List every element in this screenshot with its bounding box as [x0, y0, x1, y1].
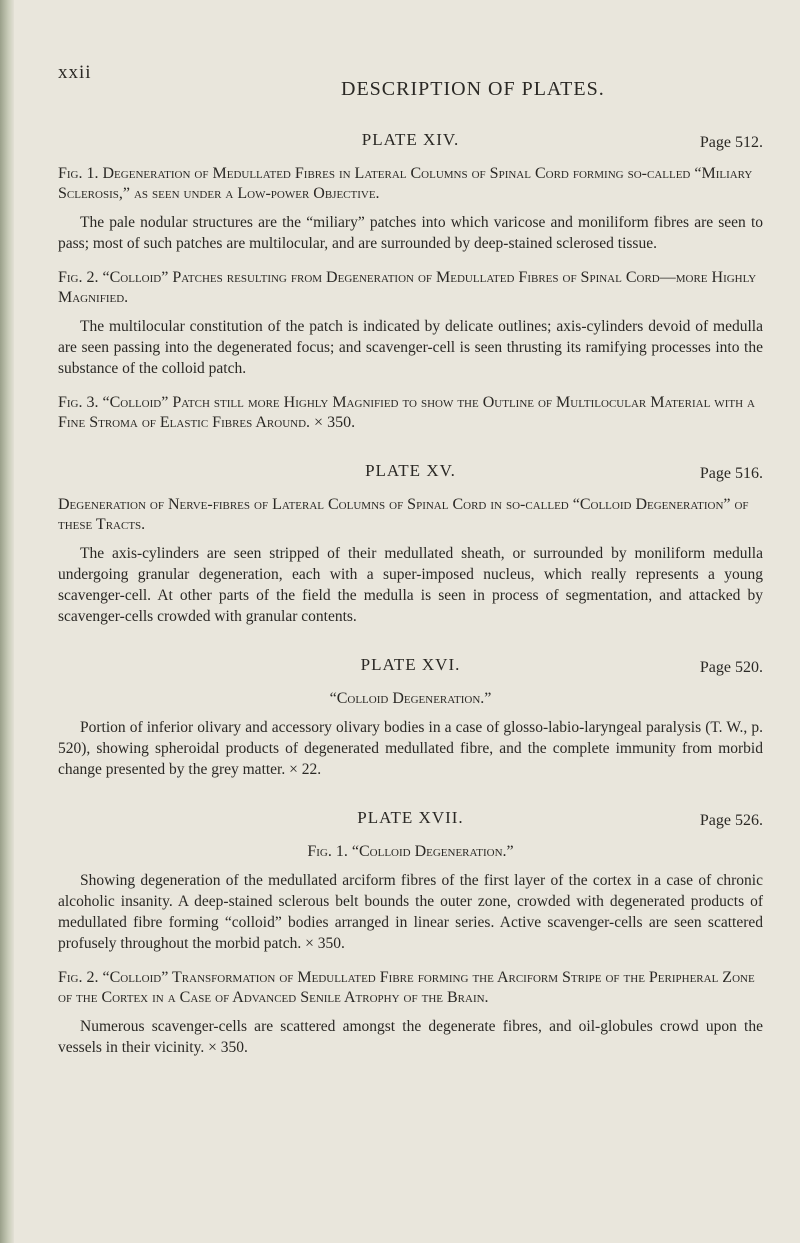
figure-description: The axis-cylinders are seen stripped of their medullated sheath, or surrounded by moniliform medulla undergoing granular degeneration, each with a super-imposed nucleus, which really represents a young scavenger-cell. At other parts of the field the medulla is seen in process of segmentation, and attacked by scavenger-cells crowded with granular contents.: [58, 545, 763, 625]
plate-xiv: [58, 128, 763, 433]
figure-description: Numerous scavenger-cells are scattered amongst the degenerate fibres, and oil-globules crowd upon the vessels in their vicinity. × 350.: [58, 1018, 763, 1056]
figure-caption: Fig. 2. “Colloid” Transformation of Medullated Fibre forming the Arciform Stripe of the Peripheral Zone of the Cortex in a Case of Advanced Senile Atrophy of the Brain.: [58, 969, 755, 1006]
book-binding-edge: [0, 0, 14, 1243]
figure-caption: “Colloid Degeneration.”: [329, 690, 492, 707]
figure-entry: [58, 164, 763, 254]
plate-heading: [58, 459, 763, 489]
plate-xv: [58, 459, 763, 627]
plate-heading: [58, 653, 763, 683]
plate-page-ref: Page 526.: [699, 812, 763, 829]
page-number: xxii: [58, 62, 92, 83]
plate-title: PLATE XVI.: [360, 655, 461, 674]
plate-xvi: [58, 653, 763, 780]
figure-entry: [58, 495, 763, 627]
plate-heading: [58, 128, 763, 158]
running-head: [58, 62, 763, 102]
plate-page-ref: Page 520.: [699, 659, 763, 676]
plate-title: PLATE XIV.: [361, 130, 460, 149]
document-page: [58, 62, 763, 1058]
plate-title: PLATE XVII.: [357, 808, 464, 827]
figure-description: Showing degeneration of the medullated arciform fibres of the first layer of the cortex in a case of chronic alcoholic insanity. A deep-stained sclerous belt bounds the outer zone, crowded with degenerated products of medullated fibre forming “colloid” bodies arranged in linear series. Active scavenger-cells are seen scattered profusely throughout the morbid patch. × 350.: [58, 872, 763, 952]
figure-caption: Degeneration of Nerve-fibres of Lateral Columns of Spinal Cord in so-called “Colloid Degeneration” of these Tracts.: [58, 496, 749, 533]
plate-page-ref: Page 516.: [699, 465, 763, 482]
plate-xvii: [58, 806, 763, 1058]
figure-caption: Fig. 2. “Colloid” Patches resulting from Degeneration of Medullated Fibres of Spinal Cord—more Highly Magnified.: [58, 269, 757, 306]
figure-entry: [58, 842, 763, 954]
figure-caption: Fig. 1. “Colloid Degeneration.”: [307, 843, 514, 860]
figure-description: The multilocular constitution of the patch is indicated by delicate outlines; axis-cylinders devoid of medulla are seen passing into the degenerated focus; and scavenger-cell is seen thrusting its ramifying processes into the substance of the colloid patch.: [58, 318, 763, 377]
figure-entry: [58, 268, 763, 379]
plate-title: PLATE XV.: [365, 461, 456, 480]
figure-entry: [58, 968, 763, 1058]
plate-heading: [58, 806, 763, 836]
figure-entry: [58, 689, 763, 780]
figure-caption: Fig. 1. Degeneration of Medullated Fibres in Lateral Columns of Spinal Cord forming so-called “Miliary Sclerosis,” as seen under a Low-power Objective.: [58, 165, 753, 202]
plate-page-ref: Page 512.: [699, 134, 763, 151]
header-title: DESCRIPTION OF PLATES.: [341, 78, 605, 100]
figure-description: The pale nodular structures are the “miliary” patches into which varicose and moniliform fibres are seen to pass; most of such patches are multilocular, and are surrounded by deep-stained sclerosed tissue.: [58, 214, 763, 252]
figure-entry: [58, 393, 763, 433]
figure-caption: Fig. 3. “Colloid” Patch still more Highly Magnified to show the Outline of Multilocular Material with a Fine Stroma of Elastic Fibres Around. × 350.: [58, 394, 755, 431]
figure-description: Portion of inferior olivary and accessory olivary bodies in a case of glosso-labio-laryngeal paralysis (T. W., p. 520), showing spheroidal products of degenerated medullated fibre, and the complete immunity from morbid change presented by the grey matter. × 22.: [58, 719, 763, 778]
